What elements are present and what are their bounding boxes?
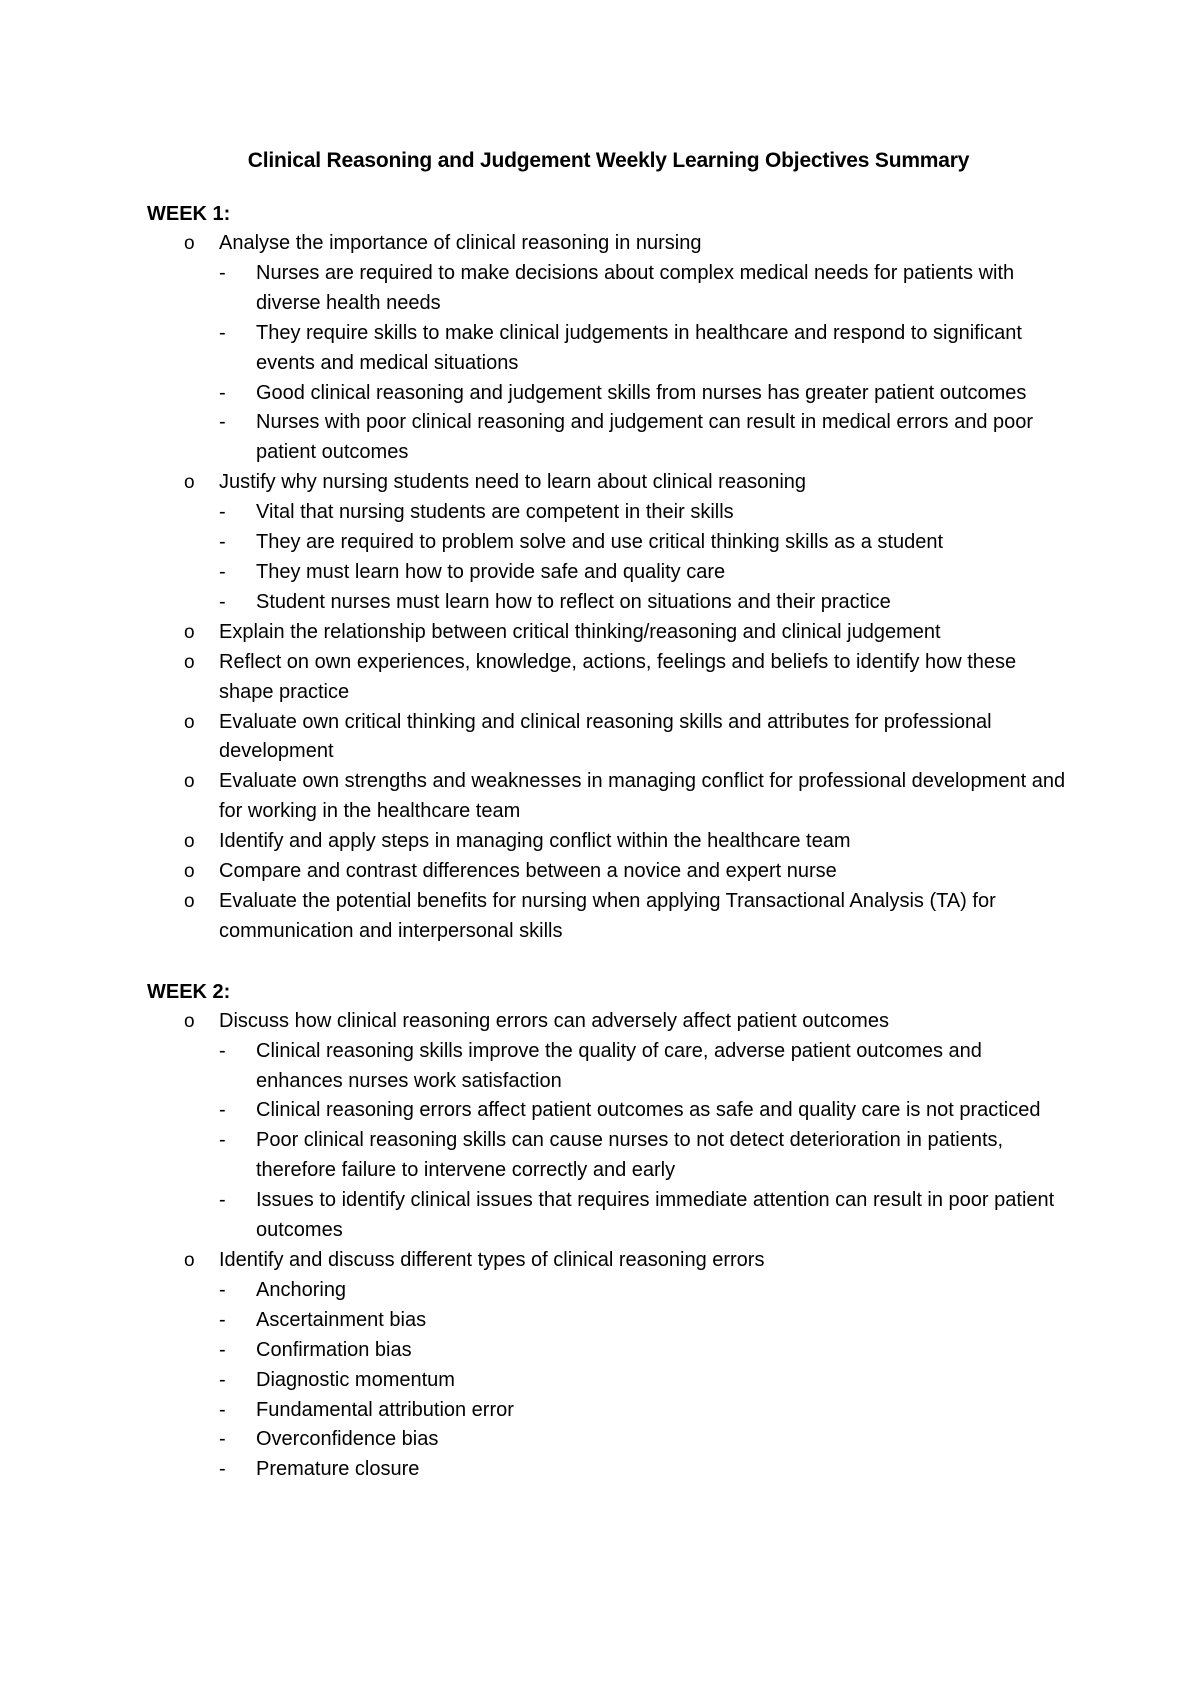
dash-bullet-icon: - xyxy=(219,381,226,404)
objective-item xyxy=(147,887,1070,947)
sub-point-text: Clinical reasoning skills improve the quality of care, adverse patient outcomes and enhances nurses work satisfaction xyxy=(256,1039,982,1092)
objective-item xyxy=(147,1007,1070,1246)
objectives-list xyxy=(147,229,1070,947)
sub-point-text: They must learn how to provide safe and quality care xyxy=(256,560,726,583)
dash-bullet-icon: - xyxy=(219,1458,226,1481)
sub-point-text: Confirmation bias xyxy=(256,1338,412,1361)
sub-point-item xyxy=(219,1396,1070,1426)
dash-bullet-icon: - xyxy=(219,1308,226,1331)
objective-item xyxy=(147,648,1070,708)
sub-point-item xyxy=(219,1276,1070,1306)
circle-bullet-icon: o xyxy=(184,711,195,733)
dash-bullet-icon: - xyxy=(219,1428,226,1451)
sub-point-item xyxy=(219,408,1070,468)
week-heading: WEEK 1: xyxy=(147,203,231,225)
sub-point-item xyxy=(219,588,1070,618)
objectives-list xyxy=(147,1007,1070,1486)
circle-bullet-icon: o xyxy=(184,621,195,643)
dash-bullet-icon: - xyxy=(219,1368,226,1391)
sub-point-item xyxy=(219,1186,1070,1246)
sub-point-text: Issues to identify clinical issues that requires immediate attention can result in poor patient outcomes xyxy=(256,1189,1055,1242)
sub-point-item xyxy=(219,1455,1070,1485)
objective-text: Reflect on own experiences, knowledge, actions, feelings and beliefs to identify how these shape practice xyxy=(219,650,1017,703)
sub-point-item xyxy=(219,528,1070,558)
week-heading: WEEK 2: xyxy=(147,980,231,1003)
sub-point-text: Fundamental attribution error xyxy=(256,1398,514,1421)
dash-bullet-icon: - xyxy=(219,261,226,284)
sub-point-text: They require skills to make clinical judgements in healthcare and respond to significant events and medical situations xyxy=(256,321,1022,374)
objective-item xyxy=(147,827,1070,857)
sub-point-text: Anchoring xyxy=(256,1278,347,1301)
objective-item xyxy=(147,857,1070,887)
dash-bullet-icon: - xyxy=(219,501,226,524)
objective-text: Evaluate own strengths and weaknesses in managing conflict for professional development and for working in the healthcare team xyxy=(219,770,1066,823)
sub-point-text: Poor clinical reasoning skills can cause nurses to not detect deterioration in patients, therefore failure to intervene correctly and early xyxy=(256,1129,1004,1182)
sub-point-text: Overconfidence bias xyxy=(256,1428,439,1451)
sub-point-item xyxy=(219,1037,1070,1097)
dash-bullet-icon: - xyxy=(219,1398,226,1421)
sub-point-item xyxy=(219,1306,1070,1336)
circle-bullet-icon: o xyxy=(184,890,195,912)
sub-point-item xyxy=(219,319,1070,379)
sub-point-text: Nurses are required to make decisions about complex medical needs for patients with diverse health needs xyxy=(256,261,1015,314)
dash-bullet-icon: - xyxy=(219,1039,226,1062)
weeks-container xyxy=(147,199,1070,1485)
dash-bullet-icon: - xyxy=(219,411,226,434)
circle-bullet-icon: o xyxy=(184,651,195,673)
sub-point-item xyxy=(219,558,1070,588)
sub-point-text: Premature closure xyxy=(256,1458,420,1481)
sub-point-text: Vital that nursing students are competent in their skills xyxy=(256,501,734,524)
dash-bullet-icon: - xyxy=(219,531,226,554)
circle-bullet-icon: o xyxy=(184,861,195,883)
circle-bullet-icon: o xyxy=(184,771,195,793)
objective-item xyxy=(147,767,1070,827)
objective-item xyxy=(147,468,1070,618)
sub-points-list xyxy=(219,259,1070,468)
objective-text: Discuss how clinical reasoning errors can adversely affect patient outcomes xyxy=(219,1009,889,1032)
sub-points-list xyxy=(219,1276,1070,1485)
objective-item xyxy=(147,708,1070,768)
sub-point-item xyxy=(219,259,1070,319)
objective-text: Analyse the importance of clinical reasoning in nursing xyxy=(219,232,702,254)
sub-point-item xyxy=(219,1336,1070,1366)
dash-bullet-icon: - xyxy=(219,1278,226,1301)
objective-text: Explain the relationship between critical thinking/reasoning and clinical judgement xyxy=(219,620,941,643)
objective-text: Identify and discuss different types of clinical reasoning errors xyxy=(219,1249,765,1271)
week-section xyxy=(147,199,1070,947)
objective-item xyxy=(147,229,1070,468)
objective-text: Justify why nursing students need to learn about clinical reasoning xyxy=(219,471,807,494)
sub-point-item xyxy=(219,1425,1070,1455)
sub-points-list xyxy=(219,1037,1070,1246)
objective-text: Compare and contrast differences between a novice and expert nurse xyxy=(219,860,837,883)
sub-point-item xyxy=(219,498,1070,528)
sub-point-text: They are required to problem solve and use critical thinking skills as a student xyxy=(256,531,944,554)
dash-bullet-icon: - xyxy=(219,321,226,344)
circle-bullet-icon: o xyxy=(184,1010,195,1032)
sub-point-text: Diagnostic momentum xyxy=(256,1368,455,1391)
sub-point-text: Clinical reasoning errors affect patient outcomes as safe and quality care is not practiced xyxy=(256,1099,1041,1122)
sub-point-text: Nurses with poor clinical reasoning and judgement can result in medical errors and poor patient outcomes xyxy=(256,411,1034,464)
week-section xyxy=(147,977,1070,1486)
document-title: Clinical Reasoning and Judgement Weekly Learning Objectives Summary xyxy=(247,149,970,172)
objective-text: Identify and apply steps in managing conflict within the healthcare team xyxy=(219,830,851,853)
sub-point-text: Student nurses must learn how to reflect on situations and their practice xyxy=(256,590,891,613)
sub-point-item xyxy=(219,1096,1070,1126)
objective-text: Evaluate the potential benefits for nursing when applying Transactional Analysis (TA) for communication and interpersonal skills xyxy=(219,889,996,942)
sub-point-text: Good clinical reasoning and judgement skills from nurses has greater patient outcomes xyxy=(256,381,1027,404)
circle-bullet-icon: o xyxy=(184,472,195,494)
dash-bullet-icon: - xyxy=(219,560,226,583)
dash-bullet-icon: - xyxy=(219,590,226,613)
objective-item xyxy=(147,618,1070,648)
objective-text: Evaluate own critical thinking and clinical reasoning skills and attributes for professional development xyxy=(219,710,992,763)
circle-bullet-icon: o xyxy=(184,831,195,853)
sub-point-item xyxy=(219,379,1070,409)
sub-point-item xyxy=(219,1366,1070,1396)
dash-bullet-icon: - xyxy=(219,1338,226,1361)
circle-bullet-icon: o xyxy=(184,1250,195,1271)
objective-item xyxy=(147,1246,1070,1485)
dash-bullet-icon: - xyxy=(219,1099,226,1122)
sub-point-item xyxy=(219,1126,1070,1186)
circle-bullet-icon: o xyxy=(184,233,195,254)
sub-point-text: Ascertainment bias xyxy=(256,1308,427,1331)
sub-points-list xyxy=(219,498,1070,618)
dash-bullet-icon: - xyxy=(219,1189,226,1212)
dash-bullet-icon: - xyxy=(219,1129,226,1152)
